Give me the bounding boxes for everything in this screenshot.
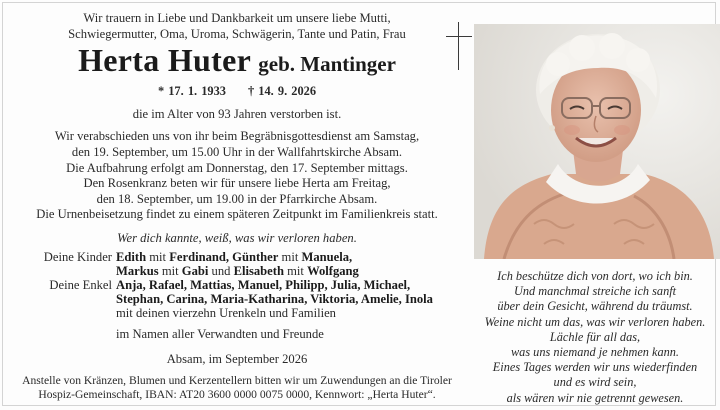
relatives-line: im Namen aller Verwandten und Freunde	[116, 326, 324, 341]
children-label: Deine Kinder	[43, 249, 112, 264]
deceased-name-row	[20, 42, 454, 82]
rosary-line-2: den 18. September, um 19.00 in der Pfarrkirche Absam.	[96, 191, 378, 206]
poem	[475, 269, 715, 406]
deceased-name: Herta Huter	[78, 42, 252, 79]
donation-line-2: Hospiz-Gemeinschaft, IBAN: AT20 3600 0000 0075 0000, Kennwort: „Herta Huter“.	[38, 387, 436, 401]
birth-date: * 17. 1. 1933	[157, 84, 226, 99]
poem-line: als wären wir nie getrennt gewesen.	[506, 390, 684, 405]
viewing-line: Die Aufbahrung erfolgt am Donnerstag, den 17. September mittags.	[66, 160, 408, 175]
family-list	[20, 250, 454, 321]
service-line-2: den 19. September, um 15.00 Uhr in der Wallfahrtskirche Absam.	[71, 144, 403, 159]
grandchildren-label: Deine Enkel	[49, 277, 112, 292]
children-line-1: Edith mit Ferdinand, Günther mit Manuela,	[116, 249, 353, 264]
portrait-illustration	[474, 24, 720, 259]
poem-line: was uns niemand je nehmen kann.	[510, 345, 680, 360]
intro-line-1: Wir trauern in Liebe und Dankbarkeit um unsere liebe Mutti,	[83, 11, 391, 25]
grandchildren-line-2: Stephan, Carina, Maria-Katharina, Viktoria, Amelie, Inola	[116, 292, 433, 307]
service-line-1: Wir verabschieden uns von ihr beim Begräbnisgottesdienst am Samstag,	[54, 129, 420, 144]
poem-line: Lächle für all das,	[549, 329, 641, 344]
donation-line-1: Anstelle von Kränzen, Blumen und Kerzentellern bitten wir um Zuwendungen an die Tiroler	[22, 373, 452, 387]
great-grandchildren-line: mit deinen vierzehn Urenkeln und Familien	[116, 306, 336, 321]
poem-line: Weine nicht um das, was wir verloren haben.	[484, 314, 706, 329]
portrait-photo	[474, 24, 720, 259]
death-date: † 14. 9. 2026	[248, 84, 317, 99]
intro-line-2: Schwiegermutter, Oma, Uroma, Schwägerin, Tante und Patin, Frau	[68, 26, 406, 41]
life-dates	[20, 84, 454, 100]
maiden-name: geb. Mantinger	[258, 52, 396, 77]
children-line-2: Markus mit Gabi und Elisabeth mit Wolfgang	[116, 263, 359, 278]
memorial-quote: Wer dich kannte, weiß, was wir verloren haben.	[117, 230, 357, 245]
rosary-line-1: Den Rosenkranz beten wir für unsere liebe Herta am Freitag,	[83, 176, 391, 191]
obituary-text	[20, 11, 454, 402]
poem-line: Eines Tages werden wir uns wiederfinden	[492, 360, 698, 375]
poem-line: Und manchmal streiche ich sanft	[513, 284, 677, 299]
urn-line: Die Urnenbeisetzung findet zu einem späteren Zeitpunkt im Familienkreis statt.	[36, 207, 438, 222]
cross-icon	[446, 22, 472, 70]
age-line: die im Alter von 93 Jahren verstorben ist.	[132, 106, 342, 121]
poem-line: über dein Gesicht, während du träumst.	[497, 299, 693, 314]
place-date: Absam, im September 2026	[166, 352, 308, 367]
grandchildren-line-1: Anja, Rafael, Mattias, Manuel, Philipp, Julia, Michael,	[116, 277, 411, 292]
poem-line: und es wird sein,	[553, 375, 637, 390]
poem-line: Ich beschütze dich von dort, wo ich bin.	[497, 269, 693, 283]
